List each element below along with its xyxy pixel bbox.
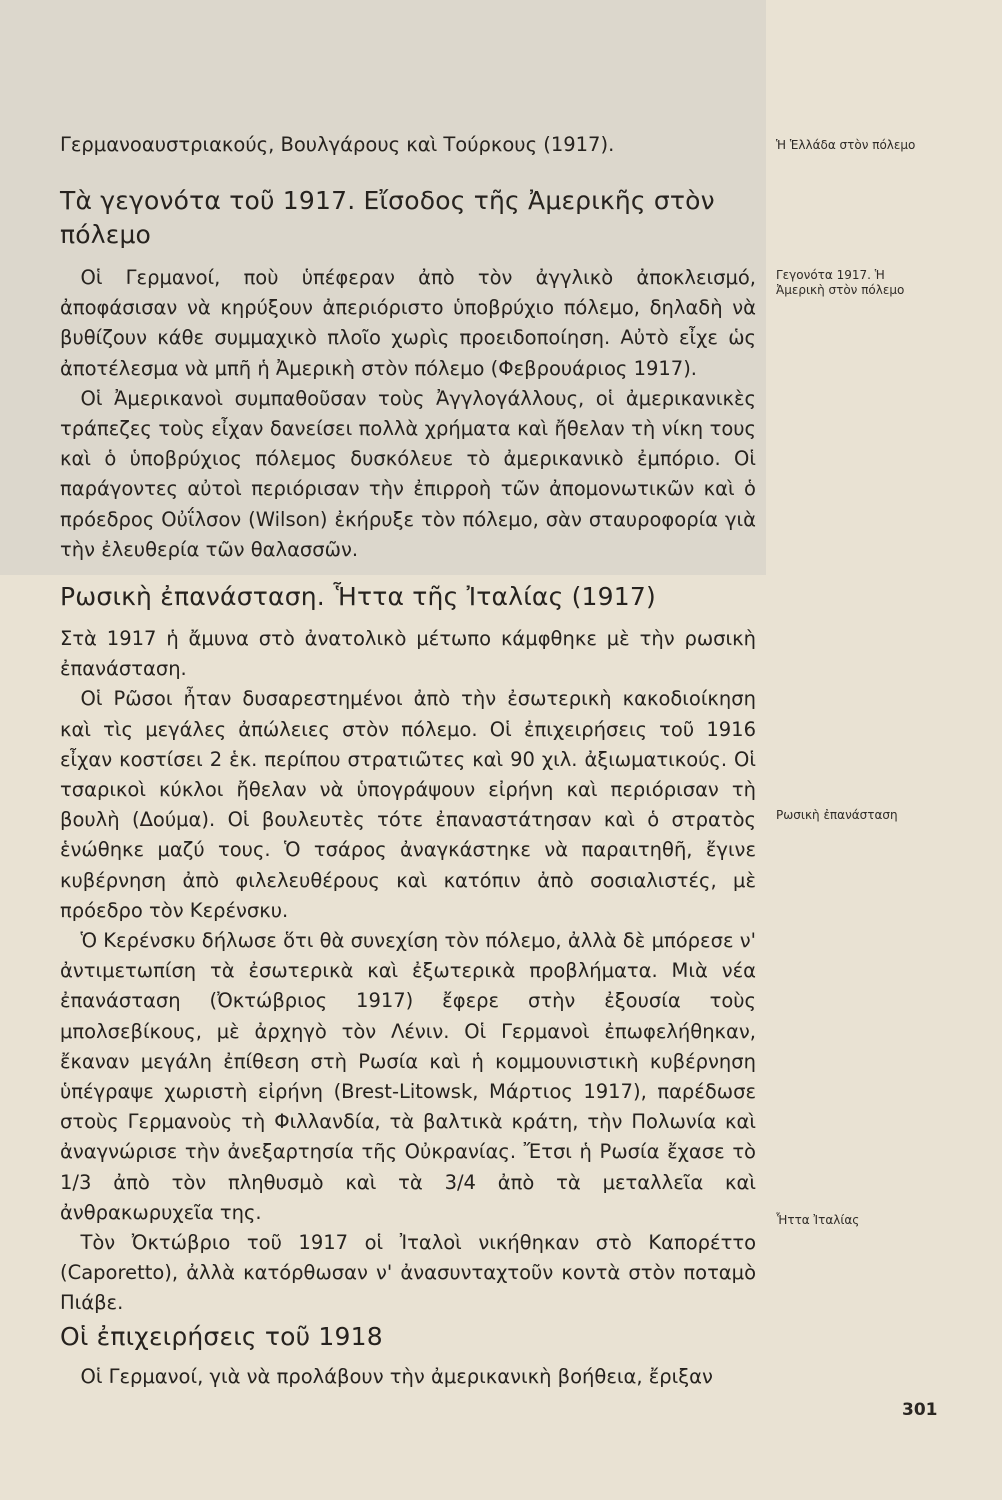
section-body-1918-operations xyxy=(60,1362,756,1392)
paragraph: Οἱ Ρῶσοι ἦταν δυσαρεστημένοι ἀπὸ τὴν ἐσωτερικὴ κακοδιοίκηση καὶ τὶς μεγάλες ἀπώλειες στὸν πόλεμο. Οἱ ἐπιχειρήσεις τοῦ 1916 εἶχαν κοστίσει 2 ἑκ. περίπου στρατιῶτες καὶ 90 χιλ. ἀξιωματικούς. Οἱ τσαρικοὶ κύκλοι ἤθελαν νὰ ὑπογράψουν εἰρήνη καὶ περιόρισαν τὴ βουλὴ (Δούμα). Οἱ βουλευτὲς τότε ἐπαναστάτησαν καὶ ὁ στρατὸς ἑνώθηκε μαζύ τους. Ὁ τσάρος ἀναγκάστηκε νὰ παραιτηθῆ, ἔγινε κυβέρνηση ἀπὸ φιλελευθέρους καὶ κατόπιν ἀπὸ σοσιαλιστές, μὲ πρόεδρο τὸν Κερένσκυ. xyxy=(60,687,756,922)
intro-line: Γερμανοαυστριακούς, Βουλγάρους καὶ Τούρκους (1917). xyxy=(60,133,615,156)
margin-note-italy-defeat: Ἧττα Ἰταλίας xyxy=(776,1213,860,1227)
section-heading-1918-operations: Οἱ ἐπιχειρήσεις τοῦ 1918 xyxy=(60,1322,383,1351)
paragraph: Οἱ Ἀμερικανοὶ συμπαθοῦσαν τοὺς Ἀγγλογάλλους, οἱ ἀμερικανικὲς τράπεζες τοὺς εἶχαν δανείσει πολλὰ χρήματα καὶ ἤθελαν τὴ νίκη τους καὶ ὁ ὑποβρύχιος πόλεμος δυσκόλευε τὸ ἀμερικανικὸ ἐμπόριο. Οἱ παράγοντες αὐτοὶ περιόρισαν τὴν ἐπιρροὴ τῶν ἀπομονωτικῶν καὶ ὁ πρόεδρος Οὐΐλσον (Wilson) ἐκήρυξε τὸν πόλεμο, σὰν σταυροφορία γιὰ τὴν ἐλευθερία τῶν θαλασσῶν. xyxy=(60,386,756,561)
section-heading-1917-america: Τὰ γεγονότα τοῦ 1917. Εἴσοδος τῆς Ἀμερικῆς στὸν πόλεμο xyxy=(60,186,715,249)
paragraph: Ὁ Κερένσκυ δήλωσε ὅτι θὰ συνεχίση τὸν πόλεμο, ἀλλὰ δὲ μπόρεσε ν' ἀντιμετωπίση τὰ ἐσωτερικὰ καὶ ἐξωτερικὰ προβλήματα. Μιὰ νέα ἐπανάσταση (Ὀκτώβριος 1917) ἔφερε στὴν ἐξουσία τοὺς μπολσεβίκους, μὲ ἀρχηγὸ τὸν Λένιν. Οἱ Γερμανοὶ ἐπωφελήθηκαν, ἔκαναν μεγάλη ἐπίθεση στὴ Ρωσία καὶ ἡ κομμουνιστικὴ κυβέρνηση ὑπέγραψε χωριστὴ εἰρήνη (Brest-Litowsk, Μάρτιος 1917), παρέδωσε στοὺς Γερμανοὺς τὴ Φιλλανδία, τὰ βαλτικὰ κράτη, τὴν Πολωνία καὶ ἀναγνώρισε τὴν ἀνεξαρτησία τῆς Οὐκρανίας. Ἔτσι ἡ Ρωσία ἔχασε τὸ 1/3 ἀπὸ τὸν πληθυσμὸ καὶ τὰ 3/4 ἀπὸ τὰ μεταλλεῖα καὶ ἀνθρακωρυχεῖα της. xyxy=(60,929,756,1224)
page-number: 301 xyxy=(902,1400,938,1420)
paragraph: Οἱ Γερμανοί, γιὰ νὰ προλάβουν τὴν ἀμερικανικὴ βοήθεια, ἔριξαν xyxy=(80,1365,713,1388)
paragraph: Οἱ Γερμανοί, ποὺ ὑπέφεραν ἀπὸ τὸν ἀγγλικὸ ἀποκλεισμό, ἀποφάσισαν νὰ κηρύξουν ἀπεριόριστο ὑποβρύχιο πόλεμο, δηλαδὴ νὰ βυθίζουν κάθε συμμαχικὸ πλοῖο χωρὶς προειδοποίηση. Αὐτὸ εἶχε ὡς ἀποτέλεσμα νὰ μπῆ ἡ Ἀμερικὴ στὸν πόλεμο (Φεβρουάριος 1917). xyxy=(60,266,756,380)
section-body-russian-revolution xyxy=(60,624,756,1319)
paragraph: Τὸν Ὀκτώβριο τοῦ 1917 οἱ Ἰταλοὶ νικήθηκαν στὸ Καπορέττο (Caporetto), ἀλλὰ κατόρθωσαν ν' ἀνασυνταχτοῦν κοντὰ στὸν ποταμὸ Πιάβε. xyxy=(60,1231,756,1315)
margin-note-greece-war: Ἡ Ἑλλάδα στὸν πόλεμο xyxy=(776,138,916,152)
section-body-1917-america xyxy=(60,263,756,565)
margin-note-events-1917: Γεγονότα 1917. Ἡ Ἀμερικὴ στὸν πόλεμο xyxy=(776,268,905,297)
paragraph: Στὰ 1917 ἡ ἄμυνα στὸ ἀνατολικὸ μέτωπο κάμφθηκε μὲ τὴν ρωσικὴ ἐπανάσταση. xyxy=(60,627,756,681)
margin-note-russian-revolution: Ρωσικὴ ἐπανάσταση xyxy=(776,808,898,822)
section-heading-russian-revolution: Ρωσικὴ ἐπανάσταση. Ἧττα τῆς Ἰταλίας (1917) xyxy=(60,582,656,611)
